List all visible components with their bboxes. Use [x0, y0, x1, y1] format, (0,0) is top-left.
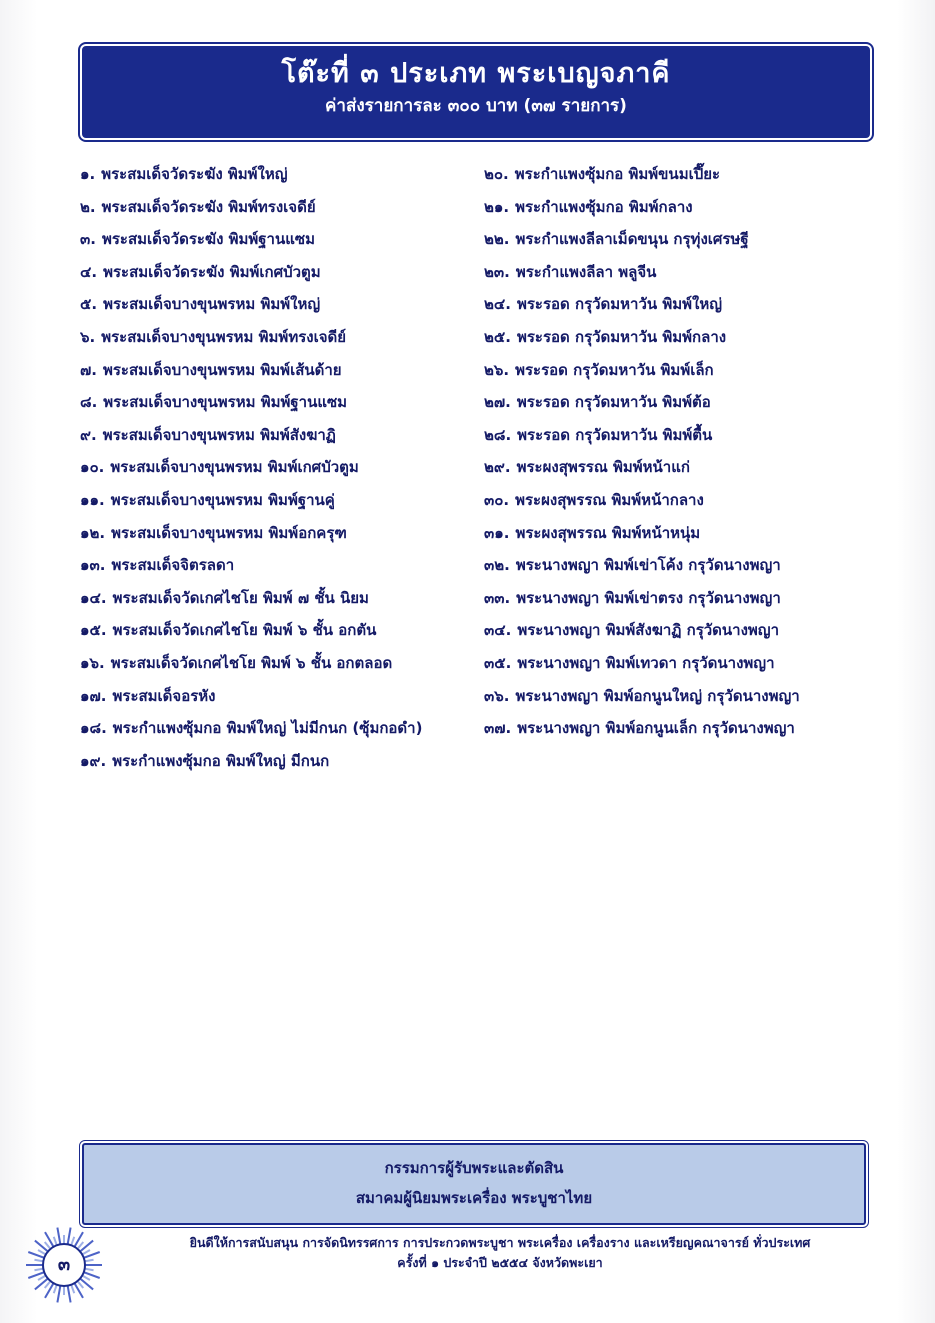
list-item — [80, 158, 480, 191]
item-number: ๗. — [80, 360, 97, 379]
list-item — [80, 451, 480, 484]
association-name: สมาคมผู้นิยมพระเครื่อง พระบูชาไทย — [355, 1189, 593, 1207]
list-item — [80, 321, 480, 354]
list-item — [484, 484, 864, 517]
item-text: พระกำแพงซุ้มกอ พิมพ์ขนมเปี๊ยะ — [514, 165, 721, 183]
item-text: พระสมเด็จบางขุนพรหม พิมพ์ฐานคู่ — [110, 490, 335, 509]
item-number: ๒๕. — [484, 327, 511, 346]
item-text: พระสมเด็จบางขุนพรหม พิมพ์เกศบัวตูม — [110, 458, 359, 477]
list-item — [80, 223, 480, 256]
item-text: พระสมเด็จจิตรลดา — [111, 556, 235, 575]
item-number: ๒๑. — [484, 197, 510, 216]
item-text: พระนางพญา พิมพ์เทวดา กรุวัดนางพญา — [517, 653, 775, 672]
item-number: ๑๓. — [80, 556, 106, 575]
item-number: ๑๒. — [80, 523, 106, 542]
event-note-line2: ครั้งที่ ๑ ประจำปี ๒๕๕๔ จังหวัดพะเยา — [397, 1255, 603, 1270]
list-item — [80, 582, 480, 615]
list-item — [80, 680, 480, 713]
item-text: พระรอด กรุวัดมหาวัน พิมพ์ใหญ่ — [516, 295, 723, 314]
item-number: ๑๘. — [80, 719, 107, 738]
item-number: ๙. — [80, 425, 97, 444]
item-number: ๔. — [80, 262, 98, 281]
item-number: ๒๐. — [484, 165, 509, 183]
list-item — [80, 484, 480, 517]
item-number: ๓๓. — [484, 588, 511, 607]
item-text: พระนางพญา พิมพ์สังฆาฏิ กรุวัดนางพญา — [517, 621, 780, 640]
item-text: พระนางพญา พิมพ์อกนูนใหญ่ กรุวัดนางพญา — [515, 686, 800, 705]
item-text: พระสมเด็จวัดระฆัง พิมพ์ฐานแซม — [101, 230, 315, 249]
item-text: พระกำแพงซุ้มกอ พิมพ์กลาง — [515, 197, 693, 216]
list-item — [484, 549, 864, 582]
item-text: พระสมเด็จอรหัง — [112, 686, 216, 705]
item-number: ๓๐. — [484, 490, 510, 509]
item-number: ๓๖. — [484, 686, 510, 705]
list-item — [484, 191, 864, 224]
item-number: ๑๖. — [80, 653, 105, 672]
item-text: พระรอด กรุวัดมหาวัน พิมพ์กลาง — [516, 327, 727, 346]
item-number: ๒๖. — [484, 360, 510, 379]
item-number: ๑๔. — [80, 588, 107, 607]
item-number: ๑. — [80, 165, 96, 183]
event-note — [100, 1233, 900, 1273]
item-text: พระนางพญา พิมพ์เข่าตรง กรุวัดนางพญา — [516, 588, 781, 607]
item-number: ๓๒. — [484, 556, 510, 575]
amulet-list-left — [80, 158, 480, 777]
list-item — [484, 288, 864, 321]
item-number: ๑๙. — [80, 751, 107, 770]
list-item — [80, 256, 480, 289]
amulet-list-right — [484, 158, 864, 745]
item-text: พระสมเด็จบางขุนพรหม พิมพ์ใหญ่ — [103, 295, 321, 314]
item-text: พระสมเด็จวัดระฆัง พิมพ์ทรงเจดีย์ — [101, 197, 316, 216]
event-note-line1: ยินดีให้การสนับสนุน การจัดนิทรรศการ การประกวดพระบูชา พระเครื่อง เครื่องราง และเหรียญคณาจารย์ ทั่วประเทศ — [189, 1235, 811, 1250]
item-text: พระสมเด็จวัดระฆัง พิมพ์เกศบัวตูม — [103, 262, 321, 281]
list-item — [484, 614, 864, 647]
item-number: ๒๔. — [484, 295, 511, 314]
list-item — [484, 712, 864, 745]
item-number: ๒๘. — [484, 425, 512, 444]
item-number: ๒. — [80, 197, 96, 216]
item-number: ๑๐. — [80, 458, 105, 477]
item-text: พระผงสุพรรณ พิมพ์หน้ากลาง — [515, 490, 704, 509]
list-item — [80, 614, 480, 647]
list-item — [80, 354, 480, 387]
item-text: พระกำแพงซุ้มกอ พิมพ์ใหญ่ มีกนก — [112, 751, 330, 770]
table-subtitle: ค่าส่งรายการละ ๓๐๐ บาท (๓๗ รายการ) — [325, 96, 627, 116]
table-title: โต๊ะที่ ๓ ประเภท พระเบญจภาคี — [281, 58, 671, 89]
list-item — [484, 582, 864, 615]
item-text: พระผงสุพรรณ พิมพ์หน้าแก่ — [516, 458, 690, 477]
item-number: ๓๗. — [484, 719, 512, 738]
item-text: พระกำแพงลีลา พลูจีน — [515, 262, 657, 281]
item-number: ๕. — [80, 295, 98, 314]
item-number: ๘. — [80, 393, 98, 412]
item-text: พระรอด กรุวัดมหาวัน พิมพ์เล็ก — [515, 360, 714, 379]
list-item — [80, 419, 480, 452]
list-item — [484, 354, 864, 387]
item-number: ๒๓. — [484, 262, 510, 281]
item-text: พระสมเด็จวัดเกศไชโย พิมพ์ ๗ ชั้น นิยม — [112, 588, 369, 607]
list-item — [484, 223, 864, 256]
list-item — [80, 386, 480, 419]
list-item — [80, 517, 480, 550]
list-item — [80, 549, 480, 582]
item-text: พระสมเด็จวัดเกศไชโย พิมพ์ ๖ ชั้น อกตัน — [112, 621, 377, 640]
list-item — [80, 191, 480, 224]
judges-heading: กรรมการผู้รับพระและตัดสิน — [384, 1159, 564, 1177]
item-text: พระนางพญา พิมพ์อกนูนเล็ก กรุวัดนางพญา — [517, 719, 795, 738]
item-text: พระสมเด็จวัดเกศไชโย พิมพ์ ๖ ชั้น อกตลอด — [110, 653, 393, 672]
item-text: พระผงสุพรรณ พิมพ์หน้าหนุ่ม — [515, 523, 701, 542]
list-item — [80, 745, 480, 778]
item-text: พระรอด กรุวัดมหาวัน พิมพ์ต้อ — [516, 393, 711, 412]
judges-box — [82, 1143, 866, 1225]
list-item — [484, 321, 864, 354]
item-text: พระสมเด็จบางขุนพรหม พิมพ์สังฆาฏิ — [102, 425, 336, 444]
item-number: ๑๗. — [80, 686, 107, 705]
item-text: พระสมเด็จบางขุนพรหม พิมพ์อกครุฑ — [111, 523, 347, 542]
list-item — [484, 386, 864, 419]
list-item — [484, 647, 864, 680]
item-number: ๑๑. — [80, 490, 105, 509]
table-header-band — [82, 46, 870, 138]
item-number: ๓๕. — [484, 653, 512, 672]
item-number: ๓. — [80, 230, 96, 249]
item-text: พระสมเด็จบางขุนพรหม พิมพ์เส้นด้าย — [102, 360, 342, 379]
item-text: พระกำแพงลีลาเม็ดขนุน กรุทุ่งเศรษฐี — [515, 230, 749, 249]
list-item — [484, 451, 864, 484]
item-number: ๒๙. — [484, 458, 511, 477]
list-item — [80, 647, 480, 680]
item-number: ๓๔. — [484, 621, 512, 640]
item-text: พระสมเด็จวัดระฆัง พิมพ์ใหญ่ — [101, 165, 288, 183]
list-item — [484, 419, 864, 452]
page-number: ๓ — [57, 1254, 71, 1275]
item-number: ๑๕. — [80, 621, 107, 640]
item-number: ๒๒. — [484, 230, 510, 249]
item-text: พระนางพญา พิมพ์เข่าโค้ง กรุวัดนางพญา — [515, 556, 781, 575]
item-text: พระสมเด็จบางขุนพรหม พิมพ์ทรงเจดีย์ — [101, 327, 347, 346]
list-item — [484, 680, 864, 713]
list-item — [80, 288, 480, 321]
item-text: พระรอด กรุวัดมหาวัน พิมพ์ตื้น — [517, 425, 713, 444]
list-item — [484, 158, 864, 191]
item-text: พระสมเด็จบางขุนพรหม พิมพ์ฐานแซม — [103, 393, 348, 412]
list-item — [484, 517, 864, 550]
item-text: พระกำแพงซุ้มกอ พิมพ์ใหญ่ ไม่มีกนก (ซุ้มกอดำ) — [112, 719, 423, 738]
list-item — [484, 256, 864, 289]
item-number: ๓๑. — [484, 523, 510, 542]
item-number: ๖. — [80, 327, 96, 346]
list-item — [80, 712, 480, 745]
item-number: ๒๗. — [484, 393, 511, 412]
